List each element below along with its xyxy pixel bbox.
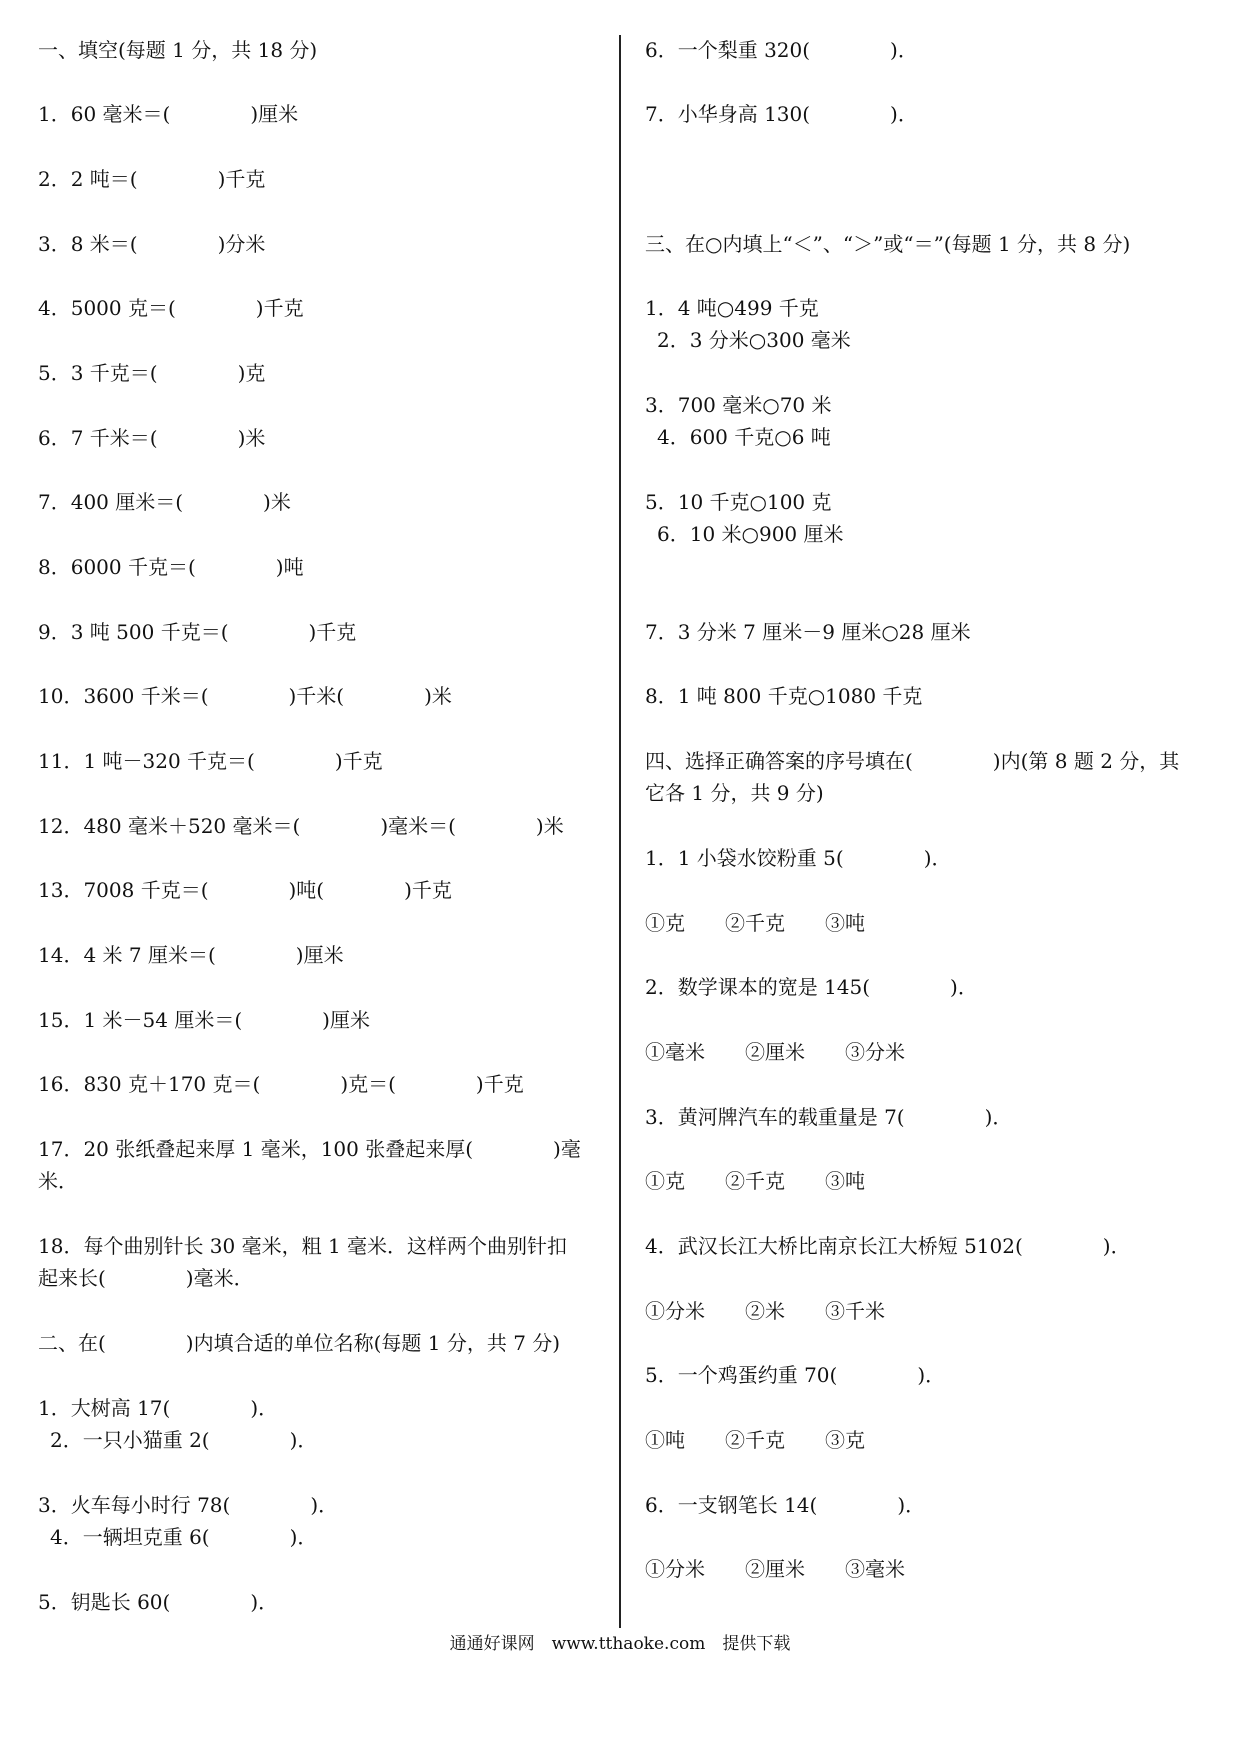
question: 4．5000 克＝( )千克 <box>38 296 304 320</box>
question-continued: 米． <box>38 1169 78 1193</box>
question: 10．3600 千米＝( )千米( )米 <box>38 684 452 708</box>
question: 7．3 分米 7 厘米－9 厘米○28 厘米 <box>645 620 971 644</box>
question: 2．2 吨＝( )千克 <box>38 167 266 191</box>
question: 6．10 米○900 厘米 <box>657 522 844 546</box>
question: 6．一支钢笔长 14( )． <box>645 1493 926 1517</box>
options: ①克 ②千克 ③吨 <box>645 1169 865 1193</box>
question: 1．60 毫米＝( )厘米 <box>38 102 299 126</box>
question: 8．6000 千克＝( )吨 <box>38 555 304 579</box>
question: 3．700 毫米○70 米 <box>645 393 832 417</box>
question: 2．数学课本的宽是 145( )． <box>645 975 978 999</box>
question: 18．每个曲别针长 30 毫米，粗 1 毫米．这样两个曲别针扣 <box>38 1234 568 1258</box>
question: 6．7 千米＝( )米 <box>38 426 266 450</box>
footer-credit: 通通好课网 www.tthaoke.com 提供下载 <box>449 1634 791 1654</box>
question: 2．3 分米○300 毫米 <box>657 328 851 352</box>
question: 4．600 千克○6 吨 <box>657 425 831 449</box>
question: 5．一个鸡蛋约重 70( )． <box>645 1363 946 1387</box>
question: 2．一只小猫重 2( )． <box>50 1428 318 1452</box>
question: 3．火车每小时行 78( )． <box>38 1493 339 1517</box>
question: 17．20 张纸叠起来厚 1 毫米，100 张叠起来厚( )毫 <box>38 1137 581 1161</box>
question: 7．小华身高 130( )． <box>645 102 918 126</box>
options: ①分米 ②厘米 ③毫米 <box>645 1557 905 1581</box>
question: 5．10 千克○100 克 <box>645 490 832 514</box>
question: 4．一辆坦克重 6( )． <box>50 1525 318 1549</box>
section-title: 二、在( )内填合适的单位名称(每题 1 分，共 7 分) <box>38 1331 561 1355</box>
question: 12．480 毫米＋520 毫米＝( )毫米＝( )米 <box>38 814 564 838</box>
section-title: 三、在○内填上“＜”、“＞”或“＝”(每题 1 分，共 8 分) <box>645 232 1131 256</box>
question: 3．黄河牌汽车的载重量是 7( )． <box>645 1105 1013 1129</box>
question: 15．1 米－54 厘米＝( )厘米 <box>38 1008 370 1032</box>
options: ①分米 ②米 ③千米 <box>645 1299 885 1323</box>
question: 9．3 吨 500 千克＝( )千克 <box>38 620 357 644</box>
question: 7．400 厘米＝( )米 <box>38 490 291 514</box>
question: 1．4 吨○499 千克 <box>645 296 819 320</box>
question: 8．1 吨 800 千克○1080 千克 <box>645 684 923 708</box>
section-title: 一、填空(每题 1 分，共 18 分) <box>38 38 318 62</box>
section-title-continued: 它各 1 分，共 9 分) <box>645 781 824 805</box>
question: 4．武汉长江大桥比南京长江大桥短 5102( )． <box>645 1234 1131 1258</box>
question: 3．8 米＝( )分米 <box>38 232 266 256</box>
question-continued: 起来长( )毫米． <box>38 1266 254 1290</box>
question: 11．1 吨－320 千克＝( )千克 <box>38 749 383 773</box>
question: 16．830 克＋170 克＝( )克＝( )千克 <box>38 1072 524 1096</box>
question: 13．7008 千克＝( )吨( )千克 <box>38 878 452 902</box>
question: 5．3 千克＝( )克 <box>38 361 266 385</box>
question: 14．4 米 7 厘米＝( )厘米 <box>38 943 344 967</box>
question: 1．大树高 17( )． <box>38 1396 279 1420</box>
options: ①克 ②千克 ③吨 <box>645 911 865 935</box>
options: ①毫米 ②厘米 ③分米 <box>645 1040 905 1064</box>
section-title: 四、选择正确答案的序号填在( )内(第 8 题 2 分，其 <box>645 749 1180 773</box>
options: ①吨 ②千克 ③克 <box>645 1428 865 1452</box>
question: 6．一个梨重 320( )． <box>645 38 918 62</box>
column-divider <box>619 35 621 1628</box>
question: 5．钥匙长 60( )． <box>38 1590 279 1614</box>
question: 1．1 小袋水饺粉重 5( )． <box>645 846 952 870</box>
